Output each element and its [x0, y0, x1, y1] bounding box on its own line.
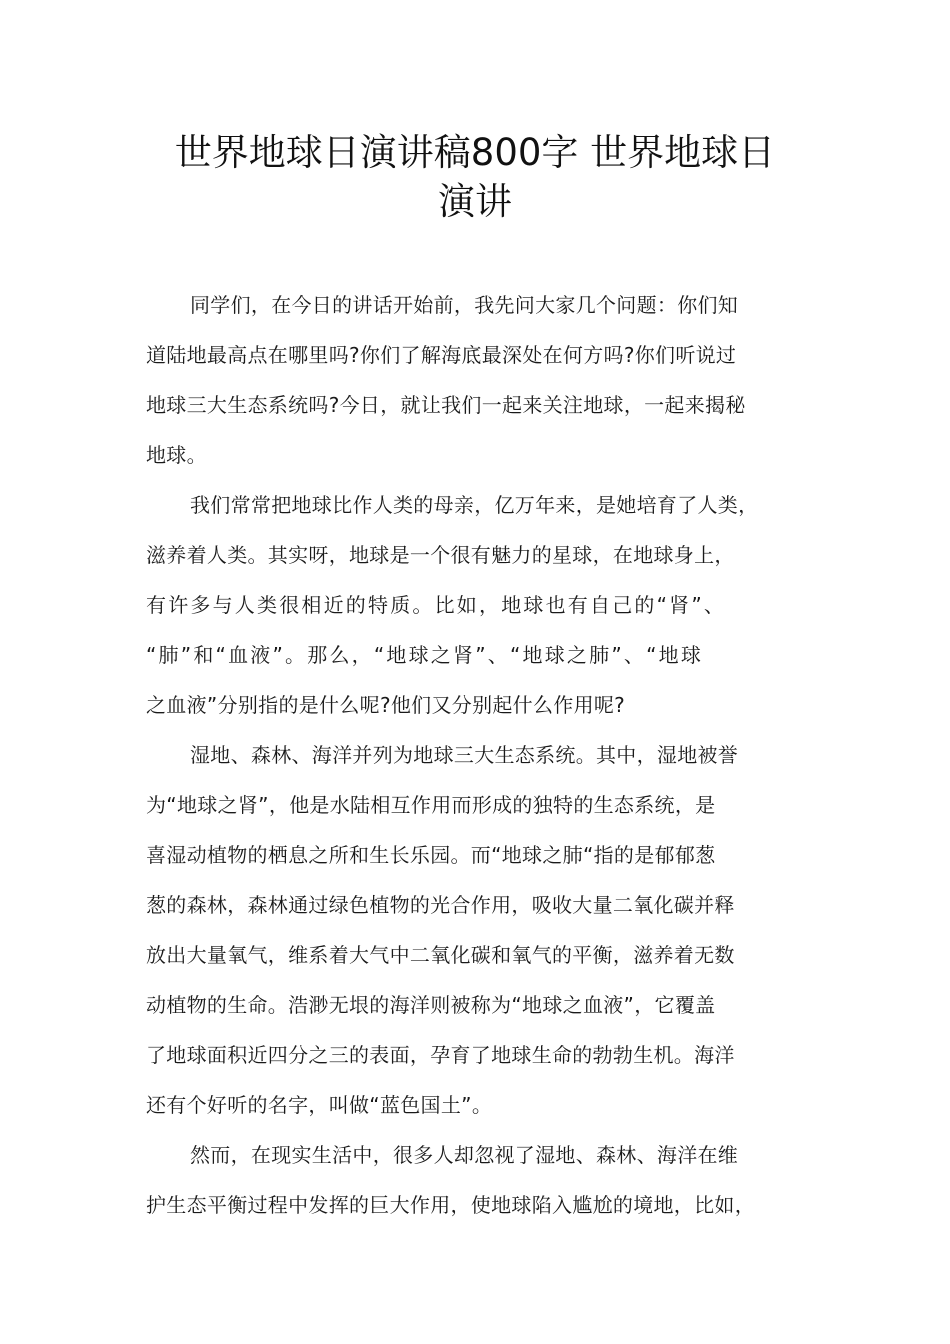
text-line: 葱的森林，森林通过绿色植物的光合作用，吸收大量二氧化碳并释 — [146, 893, 735, 917]
text-line: “肺”和“血液”。那么，“地球之肾”、“地球之肺”、“地球 — [146, 643, 704, 667]
text-line: 放出大量氧气，维系着大气中二氧化碳和氧气的平衡，滋养着无数 — [146, 943, 735, 967]
text-line: 了地球面积近四分之三的表面，孕育了地球生命的勃勃生机。海洋 — [146, 1043, 735, 1067]
text-line: 护生态平衡过程中发挥的巨大作用，使地球陷入尴尬的境地，比如， — [146, 1193, 755, 1217]
document-body — [146, 280, 836, 1230]
text-line: 湿地、森林、海洋并列为地球三大生态系统。其中，湿地被誉 — [190, 743, 739, 767]
text-line: 滋养着人类。其实呀，地球是一个很有魅力的星球，在地球身上， — [146, 543, 735, 567]
paragraph — [146, 730, 836, 1130]
text-line: 还有个好听的名字，叫做“蓝色国土”。 — [146, 1093, 493, 1117]
title-line: 演讲 — [438, 180, 512, 223]
text-line: 我们常常把地球比作人类的母亲，亿万年来，是她培育了人类， — [190, 493, 759, 517]
title-line: 世界地球日演讲稿800字 世界地球日 — [174, 131, 776, 174]
text-line: 地球三大生态系统吗?今日，就让我们一起来关注地球，一起来揭秘 — [146, 393, 746, 417]
text-line: 道陆地最高点在哪里吗?你们了解海底最深处在何方吗?你们听说过 — [146, 343, 737, 367]
text-line: 动植物的生命。浩渺无垠的海洋则被称为“地球之血液”，它覆盖 — [146, 993, 716, 1017]
paragraph — [146, 280, 836, 480]
text-line: 喜湿动植物的栖息之所和生长乐园。而“地球之肺“指的是郁郁葱 — [146, 843, 716, 867]
paragraph — [146, 480, 836, 730]
text-line: 然而，在现实生活中，很多人却忽视了湿地、森林、海洋在维 — [190, 1143, 739, 1167]
text-line: 同学们，在今日的讲话开始前，我先问大家几个问题：你们知 — [190, 293, 739, 317]
text-line: 有许多与人类很相近的特质。比如，地球也有自己的“肾”、 — [146, 593, 727, 617]
document-title — [130, 128, 820, 226]
paragraph — [146, 1130, 836, 1230]
text-line: 之血液”分别指的是什么呢?他们又分别起什么作用呢? — [146, 693, 626, 717]
text-line: 为“地球之肾”，他是水陆相互作用而形成的独特的生态系统，是 — [146, 793, 716, 817]
text-line: 地球。 — [146, 443, 207, 467]
